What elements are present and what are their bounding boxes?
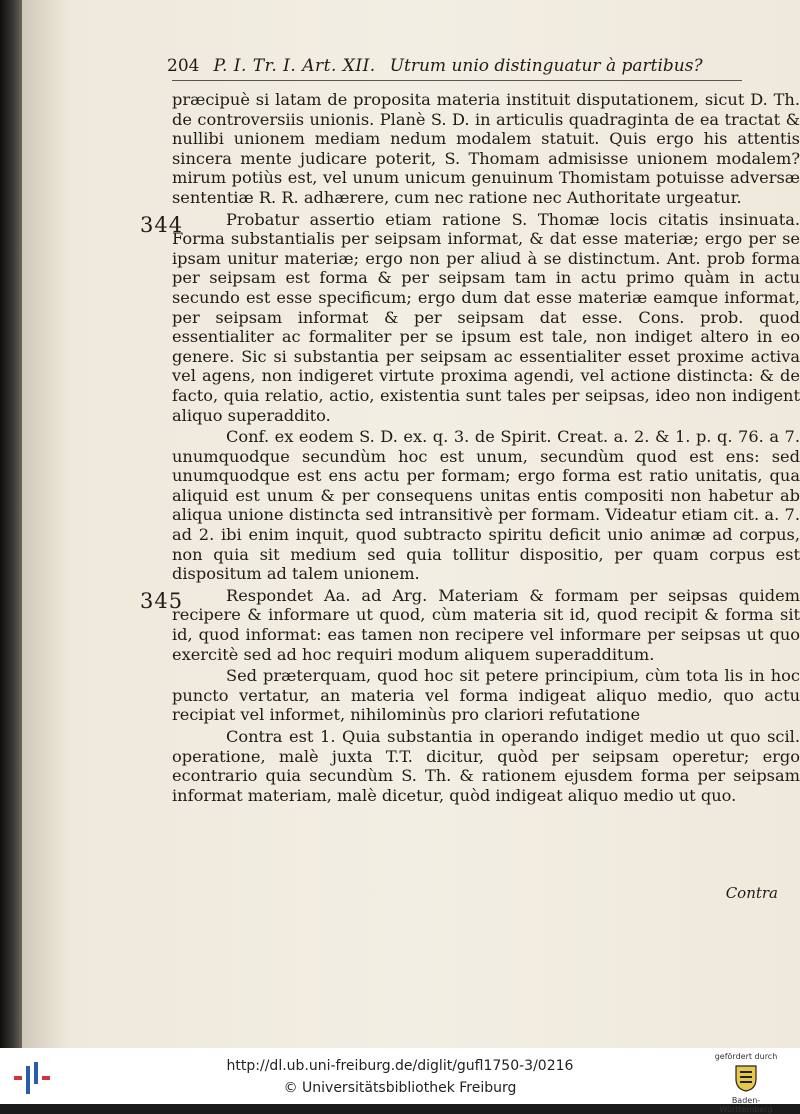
copyright-notice: © Universitätsbibliothek Freiburg [283, 1080, 517, 1096]
margin-number: 345 [140, 588, 184, 613]
paragraph: Sed præterquam, quod hoc sit petere principium, cùm tota lis in hoc puncto vertatur, an materia vel forma indigeat aliquo medio, quo actu recipiat vel informet, nihilominùs pro clariori refutatione [172, 666, 800, 725]
section-label: P. I. Tr. I. Art. XII. [213, 56, 376, 76]
sponsor-line: gefördert durch [714, 1052, 778, 1061]
margin-number: 344 [140, 212, 184, 237]
sponsor-block [706, 1052, 786, 1114]
body-text [140, 90, 800, 807]
catchword: Contra [725, 884, 778, 902]
paragraph: præcipuè si latam de proposita materia instituit disputationem, sicut D. Th. de controversiis unionis. Planè S. D. in articulis quadraginta de ea tractat & nullibi unionem mediam nedum modalem statuit. Quis ergo his attentis sincera mente judicare poterit, S. Thomam admisisse unionem modalem? mirum potiùs est, vel unum unicum genuinum Thomistam potuisse adversæ sententiæ R. R. adhærere, cum nec ratione nec Authoritate urgeatur. [172, 90, 800, 207]
baden-wuerttemberg-crest-icon [730, 1063, 762, 1093]
paragraph: Respondet Aa. ad Arg. Materiam & formam per seipsas quidem recipere & informare ut quod, cùm materia sit id, quod recipit & forma sit id, quod informat: eas tamen non recipere vel informare per seipsas ut quo exercitè sed ad hoc requiri modum aliquem superadditum. [172, 585, 800, 664]
paragraph: Contra est 1. Quia substantia in operando indiget medio ut quo scil. operatione, malè juxta T.T. dicitur, quòd per seipsam operetur; ergo econtrario quia secundùm S. Th. & rationem ejusdem forma per seipsam informat materiam, malè dicetur, quòd indigeat aliquo medio ut quo. [172, 727, 800, 805]
running-header [167, 56, 737, 80]
paragraph: Conf. ex eodem S. D. ex. q. 3. de Spirit. Creat. a. 2. & 1. p. q. 76. a 7. unumquodque secundùm hoc est unum, secundùm quod est ens: sed unumquodque est ens actu per formam; ergo forma est ratio unitatis, qua aliquid est unum & per consequens unitas entis compositi non habetur ab aliqua unione distincta sed intransitivè per formam. Videatur etiam cit. a. 7. ad 2. ibi enim inquit, quod subtracto spiritu deficit unio animæ ad corpus, non quia sit medium sed quia tollitur dispositio, per quam corpus est dispositum ad talem unionem. [172, 427, 800, 584]
source-url[interactable]: http://dl.ub.uni-freiburg.de/diglit/gufl1750-3/0216 [226, 1058, 574, 1074]
paragraph: Probatur assertio etiam ratione S. Thomæ locis citatis insinuata. Forma substantialis per seipsam informat, & dat esse materiæ; ergo per se ipsam unitur materiæ; ergo non per aliud à se distinctum. Ant. prob forma per seipsam est forma & per seipsam tam in actu primo quàm in actu secundo est esse specificum; ergo dum dat esse materiæ eamque informat, per seipsam informat & per seipsam dat esse. Cons. prob. quod essentialiter ac formaliter per se ipsum est tale, non indiget altero in eo genere. Sic si substantia per seipsam ac essentialiter esset proxime activa vel agens, non indigeret virtute proxima agendi, vel actione distincta: & de facto, quia relatio, actio, existentia sunt tales per seipsas, ideo non indigent aliquo superaddito. [172, 209, 800, 425]
book-page [22, 0, 800, 1048]
page-number: 204 [167, 56, 200, 76]
header-title: Utrum unio distinguatur à partibus? [389, 56, 703, 76]
section-345 [140, 585, 800, 664]
book-spine [0, 0, 22, 1048]
section-344 [140, 209, 800, 426]
header-rule [172, 80, 742, 81]
viewer-footer [0, 1048, 800, 1114]
sponsor-name: Baden-Württemberg [719, 1096, 773, 1114]
